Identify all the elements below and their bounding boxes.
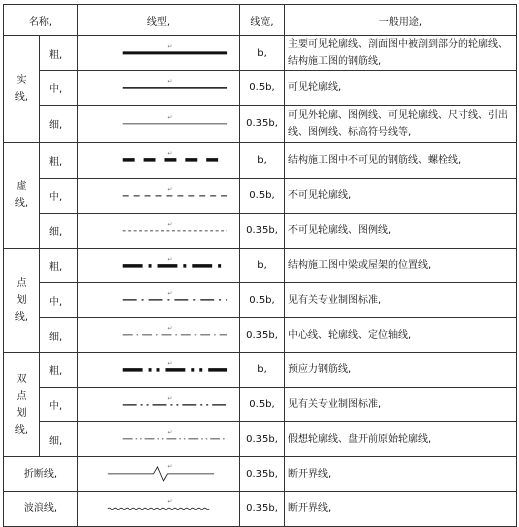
return-mark: ↵ <box>167 325 173 333</box>
weight-cell: 细, <box>40 318 78 353</box>
table-row <box>4 492 517 527</box>
line-type-table <box>3 4 517 527</box>
table-row <box>4 105 517 142</box>
line-width-cell: b, <box>240 142 285 178</box>
line-type-cell <box>78 213 240 248</box>
usage-cell: 可见轮廓线, <box>285 71 517 106</box>
line-type-cell <box>78 71 240 106</box>
return-mark: ↵ <box>167 429 173 437</box>
return-mark: ↵ <box>167 463 173 471</box>
table-row <box>4 36 517 71</box>
line-sample-dash-thin <box>78 214 239 248</box>
line-sample-solid-thin <box>78 107 239 141</box>
return-mark: ↵ <box>167 77 173 85</box>
line-type-cell <box>78 248 240 283</box>
return-mark: ↵ <box>167 359 173 367</box>
line-width-cell: b, <box>240 248 285 283</box>
line-type-cell <box>78 387 240 422</box>
category-char: 实 <box>16 74 27 86</box>
weight-cell: 粗, <box>40 142 78 178</box>
line-type-cell <box>78 457 240 492</box>
category-char: 划 <box>16 294 27 306</box>
line-sample-dashdot-thick <box>78 249 239 283</box>
line-sample-dashdotdot-medium <box>78 388 239 422</box>
category-char: 点 <box>16 390 27 402</box>
category-cell: 折断线, <box>4 457 78 492</box>
usage-cell: 断开界线, <box>285 492 517 527</box>
return-mark: ↵ <box>167 150 173 158</box>
table-row <box>4 71 517 106</box>
line-type-cell <box>78 178 240 213</box>
return-mark: ↵ <box>167 394 173 402</box>
table-row <box>4 422 517 457</box>
category-cell <box>4 248 40 352</box>
line-sample-dashdotdot-thin <box>78 422 239 456</box>
usage-cell: 见有关专业制图标准, <box>285 283 517 318</box>
usage-cell: 见有关专业制图标准, <box>285 387 517 422</box>
line-width-cell: 0.35b, <box>240 105 285 142</box>
category-char: 双 <box>16 373 27 385</box>
line-type-cell <box>78 352 240 387</box>
wave-line-stroke <box>108 508 209 509</box>
weight-cell: 中, <box>40 71 78 106</box>
line-type-cell <box>78 36 240 71</box>
return-mark: ↵ <box>167 255 173 263</box>
line-width-cell: 0.35b, <box>240 422 285 457</box>
usage-cell: 不可见轮廓线, <box>285 178 517 213</box>
header-row <box>4 5 517 36</box>
table-row <box>4 283 517 318</box>
usage-cell: 断开界线, <box>285 457 517 492</box>
usage-cell: 中心线、轮廓线、定位轴线, <box>285 318 517 353</box>
line-sample-solid-thick <box>78 36 239 70</box>
header-usage: 一般用途, <box>285 5 517 36</box>
line-width-cell: b, <box>240 352 285 387</box>
category-cell <box>4 36 40 143</box>
line-sample-dash-medium <box>78 179 239 213</box>
line-width-cell: 0.5b, <box>240 387 285 422</box>
line-type-cell <box>78 422 240 457</box>
category-cell <box>4 352 40 456</box>
category-char: 划 <box>16 407 27 419</box>
line-width-cell: 0.5b, <box>240 71 285 106</box>
line-width-cell: 0.35b, <box>240 213 285 248</box>
line-width-cell: 0.35b, <box>240 492 285 527</box>
weight-cell: 粗, <box>40 248 78 283</box>
line-sample-solid-medium <box>78 71 239 105</box>
weight-cell: 粗, <box>40 36 78 71</box>
header-line-width: 线宽, <box>240 5 285 36</box>
line-sample-dashdotdot-thick <box>78 353 239 387</box>
category-char: 线, <box>14 91 29 103</box>
category-char: 点 <box>16 277 27 289</box>
return-mark: ↵ <box>167 113 173 121</box>
line-sample-dashdot-medium <box>78 283 239 317</box>
table-row <box>4 352 517 387</box>
header-line-type: 线型, <box>78 5 240 36</box>
usage-cell: 主要可见轮廓线、剖面图中被剖到部分的轮廓线、结构施工图的钢筋线, <box>285 36 517 71</box>
table-row <box>4 248 517 283</box>
line-width-cell: 0.5b, <box>240 178 285 213</box>
category-char: 虚 <box>16 181 27 193</box>
line-width-cell: 0.35b, <box>240 457 285 492</box>
category-cell: 波浪线, <box>4 492 78 527</box>
line-sample-dashdot-thin <box>78 318 239 352</box>
table-row <box>4 387 517 422</box>
line-type-cell <box>78 105 240 142</box>
weight-cell: 细, <box>40 422 78 457</box>
weight-cell: 细, <box>40 213 78 248</box>
line-sample-dash-thick <box>78 143 239 177</box>
return-mark: ↵ <box>167 43 173 51</box>
line-width-cell: b, <box>240 36 285 71</box>
line-type-cell <box>78 142 240 178</box>
return-mark: ↵ <box>167 497 173 505</box>
weight-cell: 中, <box>40 283 78 318</box>
line-width-cell: 0.35b, <box>240 318 285 353</box>
usage-cell: 可见外轮廓、图例线、可见轮廓线、尺寸线、引出线、图例线、标高符号线等, <box>285 105 517 142</box>
line-type-cell <box>78 492 240 527</box>
weight-cell: 中, <box>40 178 78 213</box>
table-row <box>4 318 517 353</box>
header-name: 名称, <box>4 5 78 36</box>
table-row <box>4 142 517 178</box>
usage-cell: 不可见轮廓线、图例线, <box>285 213 517 248</box>
line-sample-break <box>78 457 239 491</box>
usage-cell: 假想轮廓线、盘开前原始轮廓线, <box>285 422 517 457</box>
usage-cell: 结构施工图中梁或屋架的位置线, <box>285 248 517 283</box>
line-width-cell: 0.5b, <box>240 283 285 318</box>
table-row <box>4 213 517 248</box>
table-body <box>4 36 517 527</box>
category-char: 线, <box>14 424 29 436</box>
line-type-cell <box>78 283 240 318</box>
weight-cell: 细, <box>40 105 78 142</box>
category-char: 线, <box>14 198 29 210</box>
table-row <box>4 178 517 213</box>
return-mark: ↵ <box>167 220 173 228</box>
category-char: 线, <box>14 311 29 323</box>
category-cell <box>4 142 40 248</box>
return-mark: ↵ <box>167 185 173 193</box>
usage-cell: 预应力钢筋线, <box>285 352 517 387</box>
table-row <box>4 457 517 492</box>
line-type-cell <box>78 318 240 353</box>
weight-cell: 中, <box>40 387 78 422</box>
usage-cell: 结构施工图中不可见的钢筋线、螺栓线, <box>285 142 517 178</box>
return-mark: ↵ <box>167 290 173 298</box>
break-line-stroke <box>108 467 214 481</box>
weight-cell: 粗, <box>40 352 78 387</box>
